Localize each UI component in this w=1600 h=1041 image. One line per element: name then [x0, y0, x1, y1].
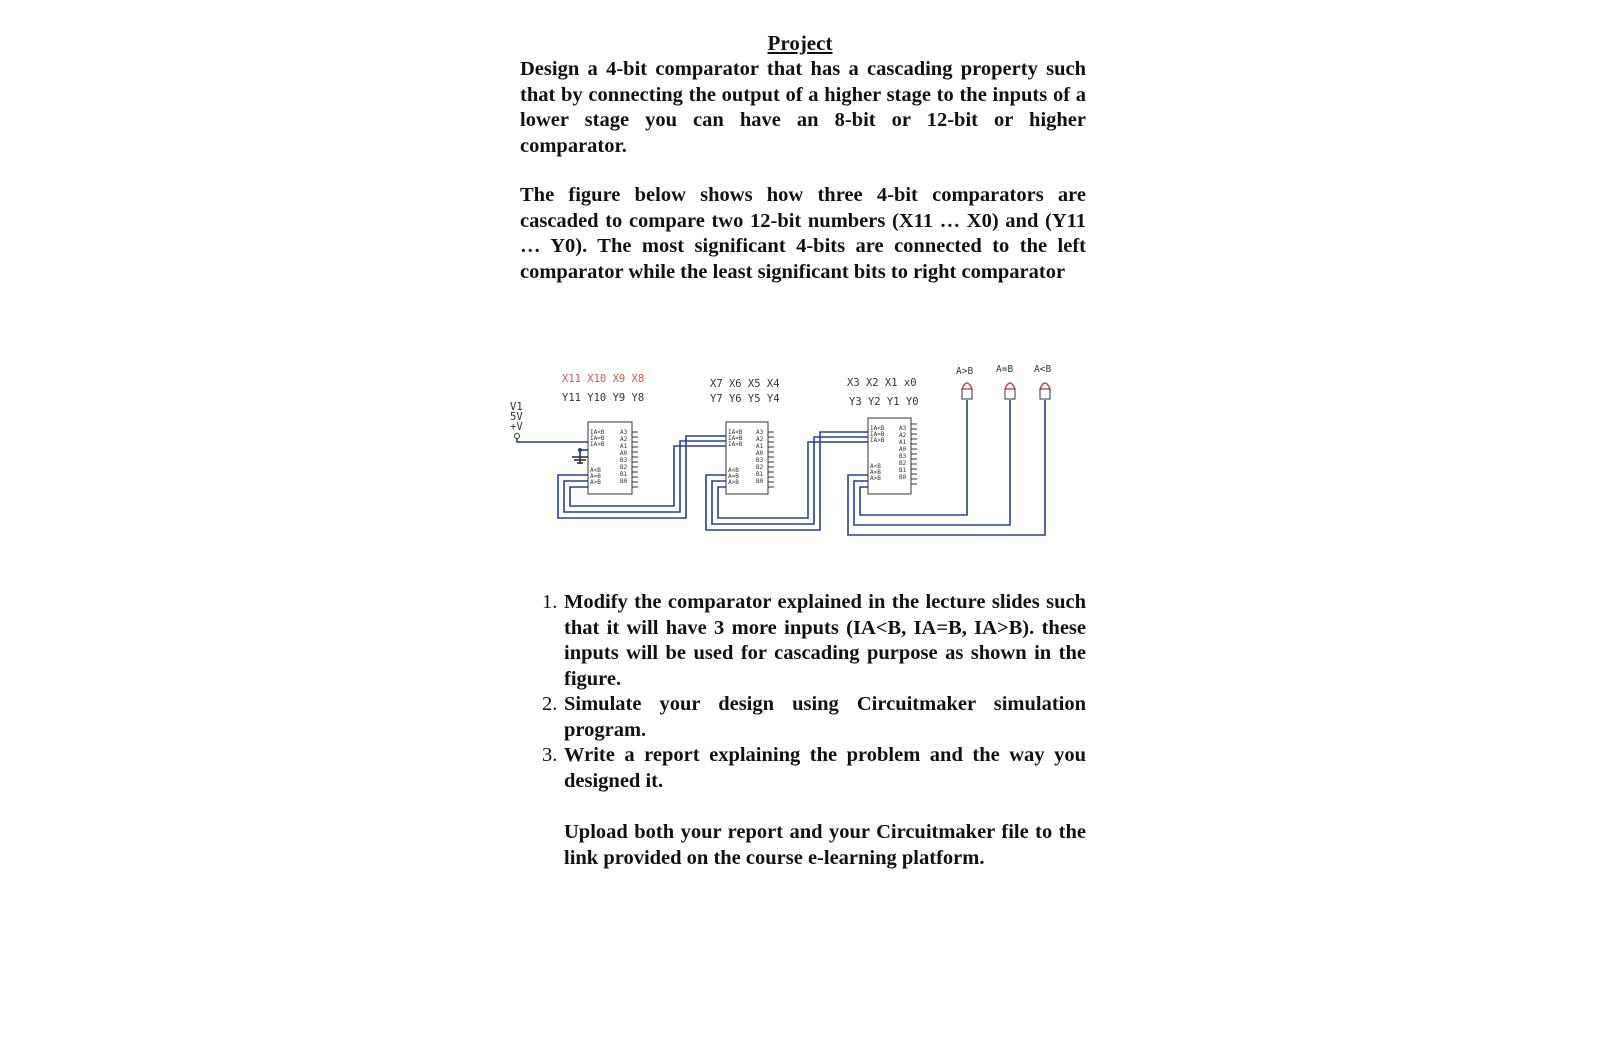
chip-pin-label: B0 [899, 474, 907, 481]
chip-pin-label: A>B [728, 479, 739, 486]
chip-pin-label: A0 [899, 446, 907, 453]
chip-pin-label: A2 [620, 436, 628, 443]
cascaded-comparator-figure [510, 360, 1090, 560]
chip-pin-label: A1 [620, 443, 628, 450]
circuit-schematic [510, 360, 1090, 560]
chip-pin-label: IA>B [728, 441, 743, 448]
task-list [542, 590, 1086, 794]
chip-pin-label: IA>B [590, 441, 605, 448]
chip-pin-label: IA=B [590, 435, 605, 442]
output-label-a-eq-b: A=B [996, 364, 1014, 375]
task-number: 3. [542, 744, 558, 766]
chip-pin-label: A0 [620, 450, 628, 457]
chip-pin-label: A1 [756, 443, 764, 450]
source-label-plus-v: +V [510, 421, 523, 433]
chip-pin-label: A>B [870, 475, 881, 482]
task-item [542, 692, 1086, 743]
task-number: 1. [542, 591, 558, 613]
task-text: Write a report explaining the problem and the way you designed it. [564, 744, 1086, 792]
task-text: Simulate your design using Circuitmaker simulation program. [564, 693, 1086, 741]
chip-pin-label: A=B [728, 473, 739, 480]
output-probe-a-gt-b [962, 383, 972, 399]
chip-pin-label: A3 [899, 425, 907, 432]
msb-x-label: X11 X10 X9 X8 [562, 373, 645, 385]
output-probe-a-lt-b [1040, 383, 1050, 399]
chip-pin-label: B3 [899, 453, 907, 460]
chip-pin-label: B2 [899, 460, 907, 467]
chip-pin-label: IA>B [870, 437, 885, 444]
chip-pin-label: B2 [756, 464, 764, 471]
page-title: Project [767, 31, 833, 55]
task-number: 2. [542, 693, 558, 715]
chip-pin-label: A3 [756, 429, 764, 436]
chip-pin-label: A>B [590, 479, 601, 486]
chip-pin-label: IA<B [728, 429, 743, 436]
chip-pin-label: A<B [590, 467, 601, 474]
lsb-y-label: Y3 Y2 Y1 Y0 [849, 396, 919, 408]
chip-pin-label: B3 [756, 457, 764, 464]
msb-y-label: Y11 Y10 Y9 Y8 [562, 392, 645, 404]
output-label-a-gt-b: A>B [956, 366, 974, 377]
chip-pin-label: B1 [620, 471, 628, 478]
figure-description-paragraph: The figure below shows how three 4-bit comparators are cascaded to compare two 12-bit numbers (X11 … X0) and (Y11 … Y0). The most significant 4-bits are connected to the left comparator while the least significant bits to right comparator [520, 184, 1086, 283]
chip-pin-label: B0 [756, 478, 764, 485]
chip-pin-label: IA<B [870, 425, 885, 432]
mid-y-label: Y7 Y6 Y5 Y4 [710, 393, 780, 405]
intro-paragraph: Design a 4-bit comparator that has a cascading property such that by connecting the output of a higher stage to the inputs of a lower stage you can have an 8-bit or 12-bit or higher comparator. [520, 58, 1086, 157]
chip-pin-label: A2 [899, 432, 907, 439]
chip-pin-label: B2 [620, 464, 628, 471]
junction-dot [578, 448, 582, 452]
lsb-x-label: X3 X2 X1 x0 [847, 377, 917, 389]
output-label-a-lt-b: A<B [1034, 364, 1052, 375]
chip-pin-label: A3 [620, 429, 628, 436]
chip-pin-label: B0 [620, 478, 628, 485]
output-probe-a-eq-b [1005, 383, 1015, 399]
upload-instructions: Upload both your report and your Circuitmaker file to the link provided on the course e-learning platform. [564, 821, 1086, 869]
task-item [542, 590, 1086, 692]
chip-pin-label: IA<B [590, 429, 605, 436]
chip-pin-label: A=B [590, 473, 601, 480]
chip-pin-label: A=B [870, 469, 881, 476]
source-label-5v: 5V [510, 411, 523, 423]
chip-pin-label: A0 [756, 450, 764, 457]
chip-pin-label: IA=B [870, 431, 885, 438]
chip-pin-label: B3 [620, 457, 628, 464]
chip-pin-label: IA=B [728, 435, 743, 442]
chip-pin-label: A<B [728, 467, 739, 474]
mid-x-label: X7 X6 X5 X4 [710, 378, 780, 390]
task-text: Modify the comparator explained in the lecture slides such that it will have 3 more inputs (IA<B, IA=B, IA>B). these inputs will be used for cascading purpose as shown in the figure. [564, 591, 1086, 690]
chip-pin-label: A2 [756, 436, 764, 443]
chip-pin-label: A1 [899, 439, 907, 446]
task-item [542, 743, 1086, 794]
chip-pin-label: B1 [756, 471, 764, 478]
source-terminal [515, 434, 520, 439]
chip-pin-label: B1 [899, 467, 907, 474]
source-label-v1: V1 [510, 401, 523, 413]
chip-pin-label: A<B [870, 463, 881, 470]
